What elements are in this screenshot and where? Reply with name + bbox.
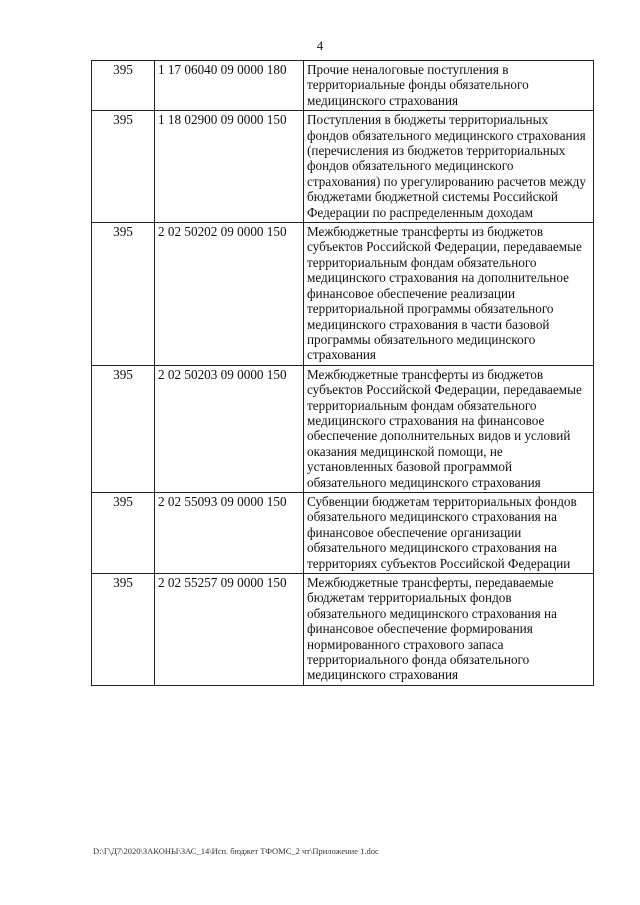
income-name-cell: Межбюджетные трансферты из бюджетов субъектов Российской Федерации, передаваемые территориальным фондам обязательного медицинского страхования на финансовое обеспечение дополнительных видов и условий оказания медицинской помощи, не установленных базовой программой обязательного медицинского страхования bbox=[304, 365, 594, 492]
page-number: 4 bbox=[316, 38, 324, 53]
income-name-cell: Субвенции бюджетам территориальных фондов обязательного медицинского страхования на финансовое обеспечение организации обязательного медицинского страхования на территориях субъектов Российской Федерации bbox=[304, 492, 594, 573]
income-name-cell: Прочие неналоговые поступления в территориальные фонды обязательного медицинского страхования bbox=[304, 61, 594, 111]
budget-code-cell: 2 02 55257 09 0000 150 bbox=[155, 574, 304, 686]
budget-classification-table bbox=[91, 60, 594, 686]
budget-code-cell: 2 02 50202 09 0000 150 bbox=[155, 223, 304, 366]
admin-code-cell: 395 bbox=[92, 574, 155, 686]
budget-code-cell: 2 02 50203 09 0000 150 bbox=[155, 365, 304, 492]
table-row bbox=[92, 365, 594, 492]
budget-code-cell: 1 17 06040 09 0000 180 bbox=[155, 61, 304, 111]
footer-file-path: D:\Г\Д7\2020\ЗАКОНЫ\ЗАС_14\Исп. бюджет ТФОМС_2 чт\Приложение 1.doc bbox=[93, 846, 379, 856]
income-name-cell: Межбюджетные трансферты из бюджетов субъектов Российской Федерации, передаваемые территориальным фондам обязательного медицинского страхования на дополнительное финансовое обеспечение реализации территориальной программы обязательного медицинского страхования в части базовой программы обязательного медицинского страхования bbox=[304, 223, 594, 366]
income-name-cell: Межбюджетные трансферты, передаваемые бюджетам территориальных фондов обязательного медицинского страхования на финансовое обеспечение формирования нормированного страхового запаса территориального фонда обязательного медицинского страхования bbox=[304, 574, 594, 686]
admin-code-cell: 395 bbox=[92, 111, 155, 223]
admin-code-cell: 395 bbox=[92, 365, 155, 492]
admin-code-cell: 395 bbox=[92, 492, 155, 573]
table-row bbox=[92, 111, 594, 223]
table-row bbox=[92, 223, 594, 366]
income-name-cell: Поступления в бюджеты территориальных фондов обязательного медицинского страхования (перечисления из бюджетов территориальных фондов обязательного медицинского страхования) по урегулированию расчетов между бюджетами бюджетной системы Российской Федерации по распределенным доходам bbox=[304, 111, 594, 223]
table-row bbox=[92, 61, 594, 111]
table-row bbox=[92, 574, 594, 686]
admin-code-cell: 395 bbox=[92, 223, 155, 366]
budget-code-cell: 2 02 55093 09 0000 150 bbox=[155, 492, 304, 573]
admin-code-cell: 395 bbox=[92, 61, 155, 111]
budget-code-cell: 1 18 02900 09 0000 150 bbox=[155, 111, 304, 223]
table-row bbox=[92, 492, 594, 573]
